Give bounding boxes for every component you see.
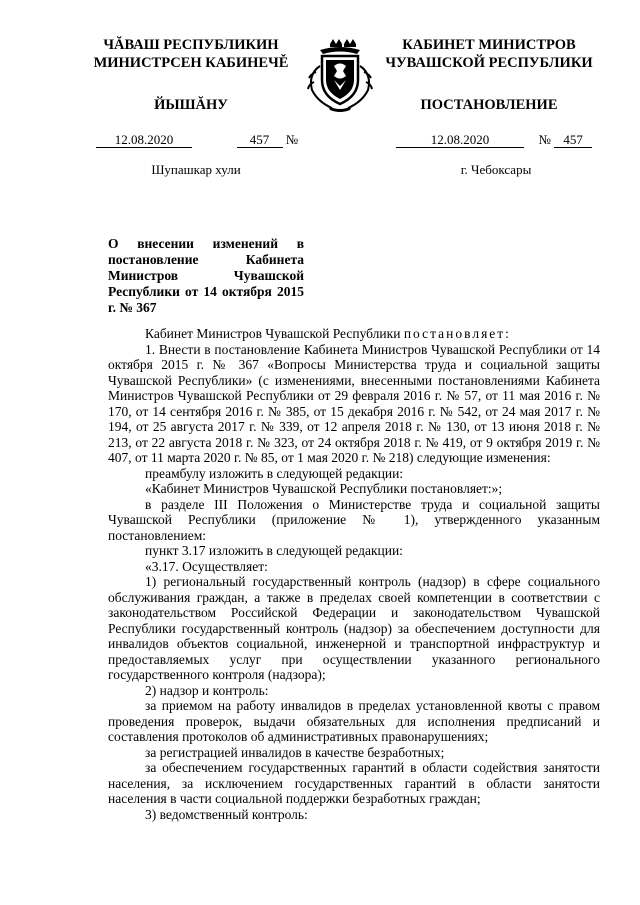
header-left-doctype: ЙЫШĂНУ bbox=[154, 97, 228, 113]
right-number-sign: № bbox=[538, 132, 551, 147]
left-city: Шупашкар хули bbox=[151, 162, 241, 177]
body-paragraph: 1) региональный государственный контроль (надзор) в сфере социального обслуживания граждан, а также в пределах своей компетенции в соответствии с законодательством Российской Федерации и законодательством Чувашской Республики государственный контроль (надзор) за обеспечением доступности для инвалидов объектов социальной, инженерной и транспортной инфраструктур и предоставляемых услуг при осуществлении указанного регионального государственного контроля (надзора); bbox=[108, 574, 600, 682]
left-date-number-row bbox=[96, 132, 298, 148]
body-paragraph: за обеспечением государственных гарантий в области содействия занятости населения, за исключением государственных гарантий в области занятости населения в части социальной поддержки безработных граждан; bbox=[108, 760, 600, 806]
body-paragraph: «3.17. Осуществляет: bbox=[145, 558, 268, 574]
body-paragraph: «Кабинет Министров Чувашской Республики постановляет:»; bbox=[145, 481, 503, 496]
left-number: 457 bbox=[237, 133, 283, 148]
coat-of-arms-chuvashia-icon bbox=[300, 36, 380, 114]
body-paragraph: 1. Внести в постановление Кабинета Министров Чувашской Республики от 14 октября 2015 г. № 367 «Вопросы Министерства труда и социальной защиты Чувашской Республики» (с изменениями, внесенными постановлениями Кабинета Министров Чувашской Республики от 29 февраля 2016 г. № 57, от 11 мая 2016 г. № 170, от 14 сентября 2016 г. № 385, от 15 декабря 2016 г. № 542, от 24 мая 2017 г. № 194, от 25 августа 2017 г. № 339, от 12 апреля 2018 г. № 130, от 13 июня 2018 г. № 213, от 22 августа 2018 г. № 323, от 24 октября 2018 г. № 419, от 9 октября 2019 г. № 407, от 11 марта 2020 г. № 85, от 1 мая 2020 г. № 218) следующие изменения: bbox=[108, 341, 600, 465]
body-paragraph: за приемом на работу инвалидов в пределах установленной квоты с правом проведения проверок, выдачи обязательных для исполнения предписаний и составления протоколов об административных правонарушениях; bbox=[108, 698, 600, 744]
body-paragraph: преамбулу изложить в следующей редакции: bbox=[145, 465, 404, 481]
header-right-doctype: ПОСТАНОВЛЕНИЕ bbox=[420, 97, 558, 113]
header-right-line1: КАБИНЕТ МИНИСТРОВ bbox=[402, 37, 576, 53]
left-date: 12.08.2020 bbox=[96, 133, 192, 148]
document-body bbox=[108, 326, 600, 822]
header-left-line1: ЧĂВАШ РЕСПУБЛИКИН bbox=[103, 37, 279, 53]
body-paragraph: 3) ведомственный контроль: bbox=[145, 806, 308, 822]
header-right-line2: ЧУВАШСКОЙ РЕСПУБЛИКИ bbox=[385, 55, 593, 71]
left-number-sign: № bbox=[285, 132, 299, 147]
body-lead-paragraph bbox=[108, 326, 600, 342]
body-paragraph: за регистрацией инвалидов в качестве безработных; bbox=[145, 744, 445, 760]
right-date-number-row bbox=[396, 132, 592, 148]
right-date: 12.08.2020 bbox=[396, 133, 524, 148]
right-number: 457 bbox=[554, 133, 592, 148]
body-paragraph: в разделе III Положения о Министерстве труда и социальной защиты Чувашской Республики (приложение № 1), утвержденного указанным постановлением: bbox=[108, 496, 600, 543]
body-lead-text: Кабинет Министров Чувашской Республики bbox=[145, 326, 401, 341]
body-lead-spaced: постановляет: bbox=[403, 326, 511, 341]
header-left-line2: МИНИСТРСЕН КАБИНЕЧĚ bbox=[93, 55, 289, 71]
body-paragraph: пункт 3.17 изложить в следующей редакции: bbox=[145, 543, 403, 558]
body-paragraph: 2) надзор и контроль: bbox=[145, 682, 269, 698]
document-subject: О внесении изменений в постановление Кабинета Министров Чувашской Республики от 14 октября 2015 г. № 367 bbox=[108, 236, 304, 315]
right-city: г. Чебоксары bbox=[460, 162, 532, 177]
